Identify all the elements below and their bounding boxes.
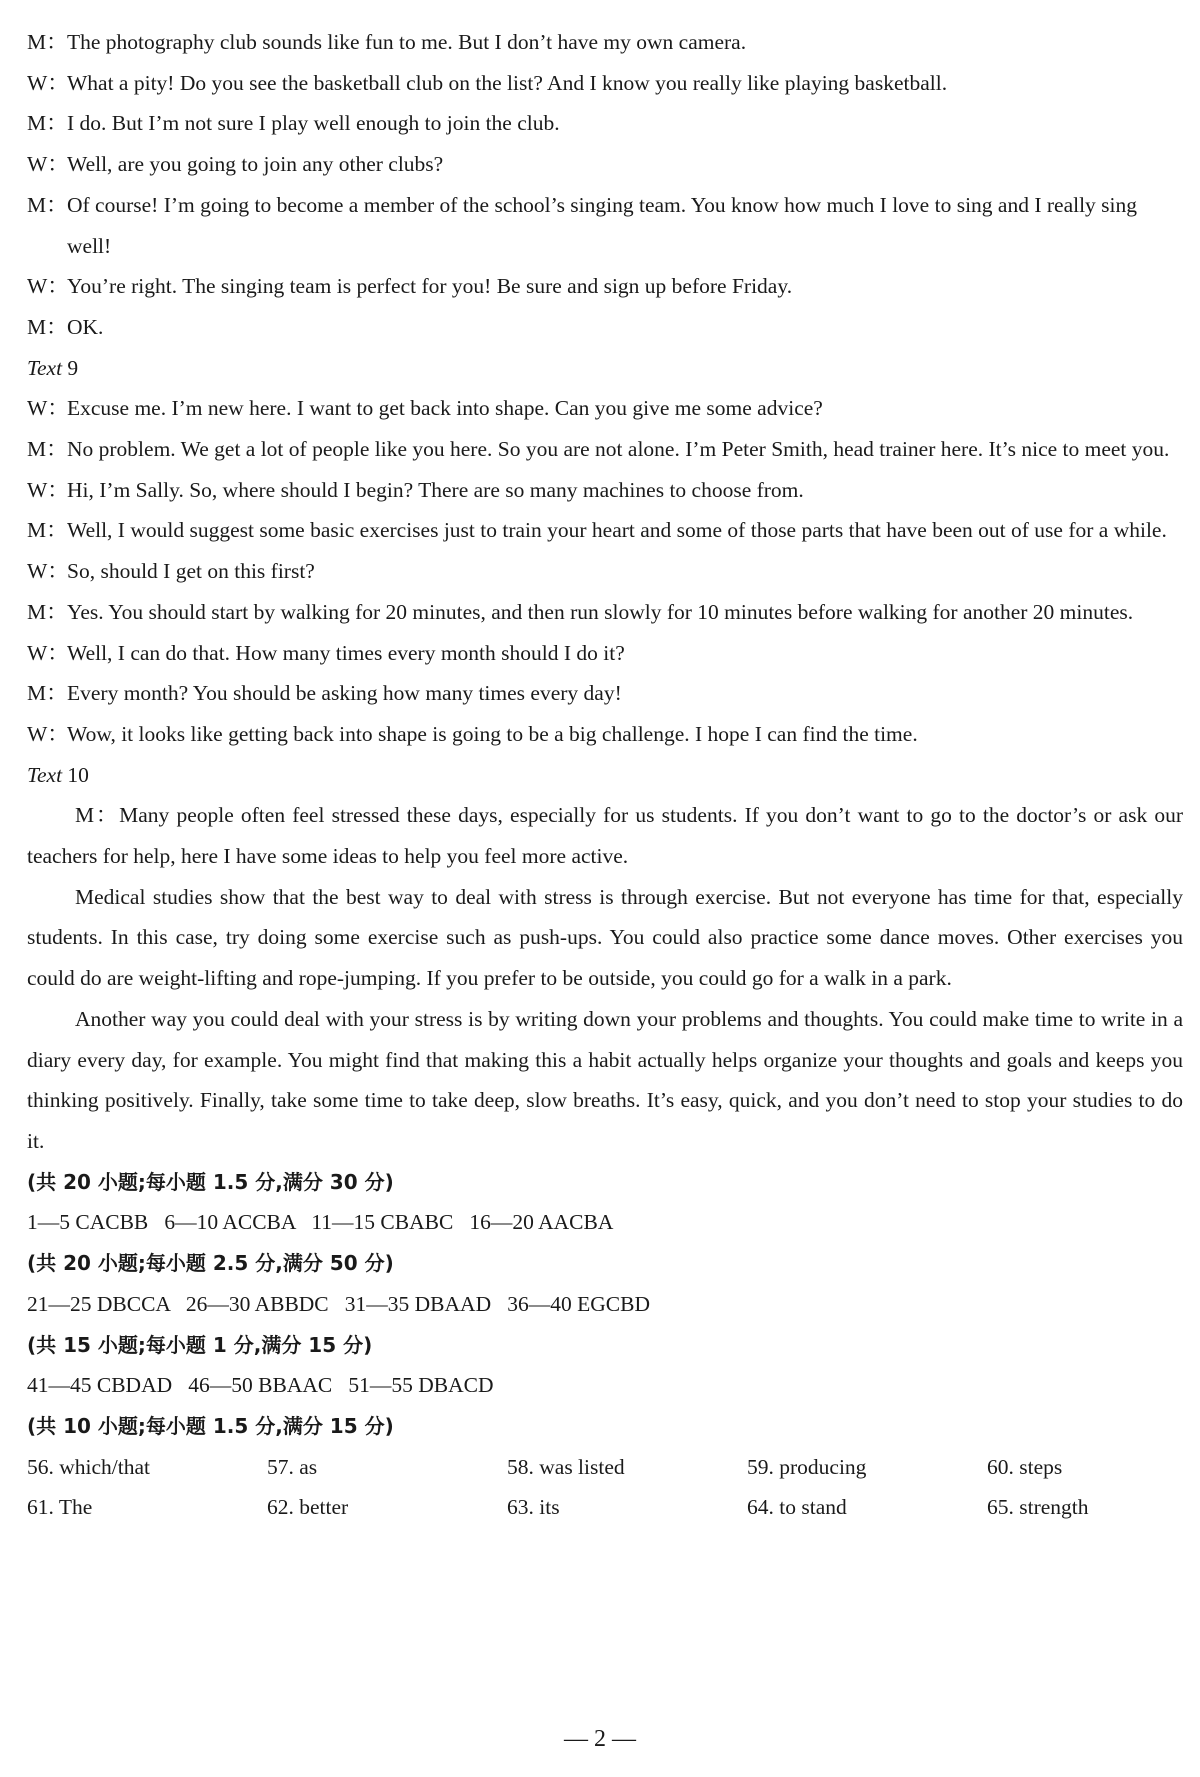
section-header: (共 15 小题;每小题 1 分,满分 15 分) <box>27 1332 373 1357</box>
dialogue-text: OK. <box>67 314 104 339</box>
speaker-label: W： <box>27 640 69 665</box>
dialogue-line <box>27 633 1183 674</box>
fill-answer: 56. which/that <box>27 1454 151 1479</box>
speaker-label: W： <box>27 152 69 177</box>
dialogue-line <box>27 103 1183 144</box>
answer-row: 41—45 CBDAD 46—50 BBAAC 51—55 DBACD <box>27 1373 494 1398</box>
speaker-label: M： <box>27 518 68 543</box>
speaker-label: W： <box>27 396 69 421</box>
paragraph: M：Many people often feel stressed these days, especially for us students. If you don’t want to go to the doctor’s or ask our teachers for help, here I have some ideas to help you feel more active. <box>27 803 1183 869</box>
speaker-label: W： <box>27 70 69 95</box>
fill-answer: 63. its <box>507 1495 560 1520</box>
fill-answer: 64. to stand <box>747 1495 847 1520</box>
dialogue-text: The photography club sounds like fun to me. But I don’t have my own camera. <box>67 30 747 54</box>
dialogue-text: Well, I can do that. How many times every month should I do it? <box>67 640 625 665</box>
document-page <box>27 22 1183 1528</box>
monologue-text10 <box>27 795 1183 1161</box>
dialogue-line <box>27 307 1183 348</box>
heading-word: Text <box>27 355 63 380</box>
dialogue-text: Well, are you going to join any other clubs? <box>67 152 444 177</box>
dialogue-line <box>27 22 1183 63</box>
speaker-label: M： <box>27 437 68 462</box>
dialogue-line <box>27 63 1183 104</box>
dialogue-line <box>27 388 1183 429</box>
dialogue-line <box>27 673 1183 714</box>
heading-number: 9 <box>62 355 79 380</box>
fill-answer-grid <box>27 1447 1183 1528</box>
dialogue-text9 <box>27 388 1183 754</box>
fill-answer: 59. producing <box>747 1454 867 1479</box>
speaker-label: M： <box>27 599 68 624</box>
heading-word: Text <box>27 762 63 787</box>
speaker-label: W： <box>27 721 69 746</box>
text9-heading <box>27 348 1183 389</box>
speaker-label: W： <box>27 559 69 584</box>
dialogue-text: No problem. We get a lot of people like you here. So you are not alone. I’m Peter Smith, head trainer here. It’s nice to meet you. <box>67 437 1170 462</box>
speaker-label: M： <box>27 681 68 706</box>
section-header: (共 10 小题;每小题 1.5 分,满分 15 分) <box>27 1413 394 1438</box>
dialogue-text: Every month? You should be asking how many times every day! <box>67 681 622 706</box>
dialogue-text: Well, I would suggest some basic exercises just to train your heart and some of those parts that have been out of use for a while. <box>67 518 1167 543</box>
dialogue-text: Yes. You should start by walking for 20 minutes, and then run slowly for 10 minutes before walking for another 20 minutes. <box>67 599 1134 624</box>
dialogue-line <box>27 266 1183 307</box>
speaker-label: W： <box>27 274 69 299</box>
paragraph: Medical studies show that the best way to deal with stress is through exercise. But not everyone has time for that, especially students. In this case, try doing some exercise such as push-ups. You could also practice some dance moves. Other exercises you could do are weight-lifting and rope-jumping. If you prefer to be outside, you could go for a walk in a park. <box>27 884 1183 991</box>
dialogue-line <box>27 510 1183 551</box>
dialogue-line <box>27 470 1183 511</box>
section-header: (共 20 小题;每小题 1.5 分,满分 30 分) <box>27 1169 394 1194</box>
dialogue-text: You’re right. The singing team is perfect for you! Be sure and sign up before Friday. <box>67 274 793 299</box>
speaker-label: W： <box>27 477 69 502</box>
answer-section-4 <box>27 1406 1183 1528</box>
dialogue-text: Wow, it looks like getting back into shape is going to be a big challenge. I hope I can find the time. <box>67 721 918 746</box>
dialogue-text: So, should I get on this first? <box>67 559 315 584</box>
answer-section-2 <box>27 1243 1183 1324</box>
paragraph: Another way you could deal with your stress is by writing down your problems and thoughts. You could make time to write in a diary every day, for example. You might find that making this a habit actually helps organize your thoughts and goals and keeps you thinking positively. Finally, take some time to take deep, slow breaths. It’s easy, quick, and you don’t need to stop your studies to do it. <box>27 1006 1183 1153</box>
heading-number: 10 <box>62 762 89 787</box>
answer-section-1 <box>27 1162 1183 1243</box>
answer-row: 21—25 DBCCA 26—30 ABBDC 31—35 DBAAD 36—40 EGCBD <box>27 1291 650 1316</box>
dialogue-line <box>27 714 1183 755</box>
dialogue-text: Of course! I’m going to become a member of the school’s singing team. You know how much I love to sing and I really sing well! <box>67 192 1138 258</box>
speaker-label: M： <box>27 111 68 136</box>
answer-row: 1—5 CACBB 6—10 ACCBA 11—15 CBABC 16—20 AACBA <box>27 1210 614 1235</box>
speaker-label: M： <box>27 314 68 339</box>
dialogue-line <box>27 551 1183 592</box>
dialogue-line <box>27 429 1183 470</box>
speaker-label: M： <box>27 30 68 54</box>
fill-answer: 65. strength <box>987 1495 1089 1520</box>
dialogue-line <box>27 592 1183 633</box>
dialogue-text: Hi, I’m Sally. So, where should I begin? There are so many machines to choose from. <box>67 477 804 502</box>
dialogue-text: What a pity! Do you see the basketball club on the list? And I know you really like playing basketball. <box>67 70 948 95</box>
text10-heading <box>27 755 1183 796</box>
dialogue-line <box>27 185 1183 266</box>
fill-answer: 58. was listed <box>507 1454 625 1479</box>
fill-answer: 62. better <box>267 1495 349 1520</box>
section-header: (共 20 小题;每小题 2.5 分,满分 50 分) <box>27 1251 394 1276</box>
dialogue-text8 <box>27 22 1183 348</box>
fill-answer: 60. steps <box>987 1454 1063 1479</box>
fill-answer: 61. The <box>27 1495 93 1520</box>
page-number: — 2 — <box>564 1726 636 1752</box>
dialogue-line <box>27 144 1183 185</box>
speaker-label: M： <box>27 192 68 217</box>
dialogue-text: I do. But I’m not sure I play well enough to join the club. <box>67 111 560 136</box>
fill-answer: 57. as <box>267 1454 318 1479</box>
dialogue-text: Excuse me. I’m new here. I want to get back into shape. Can you give me some advice? <box>67 396 823 421</box>
answer-section-3 <box>27 1325 1183 1406</box>
